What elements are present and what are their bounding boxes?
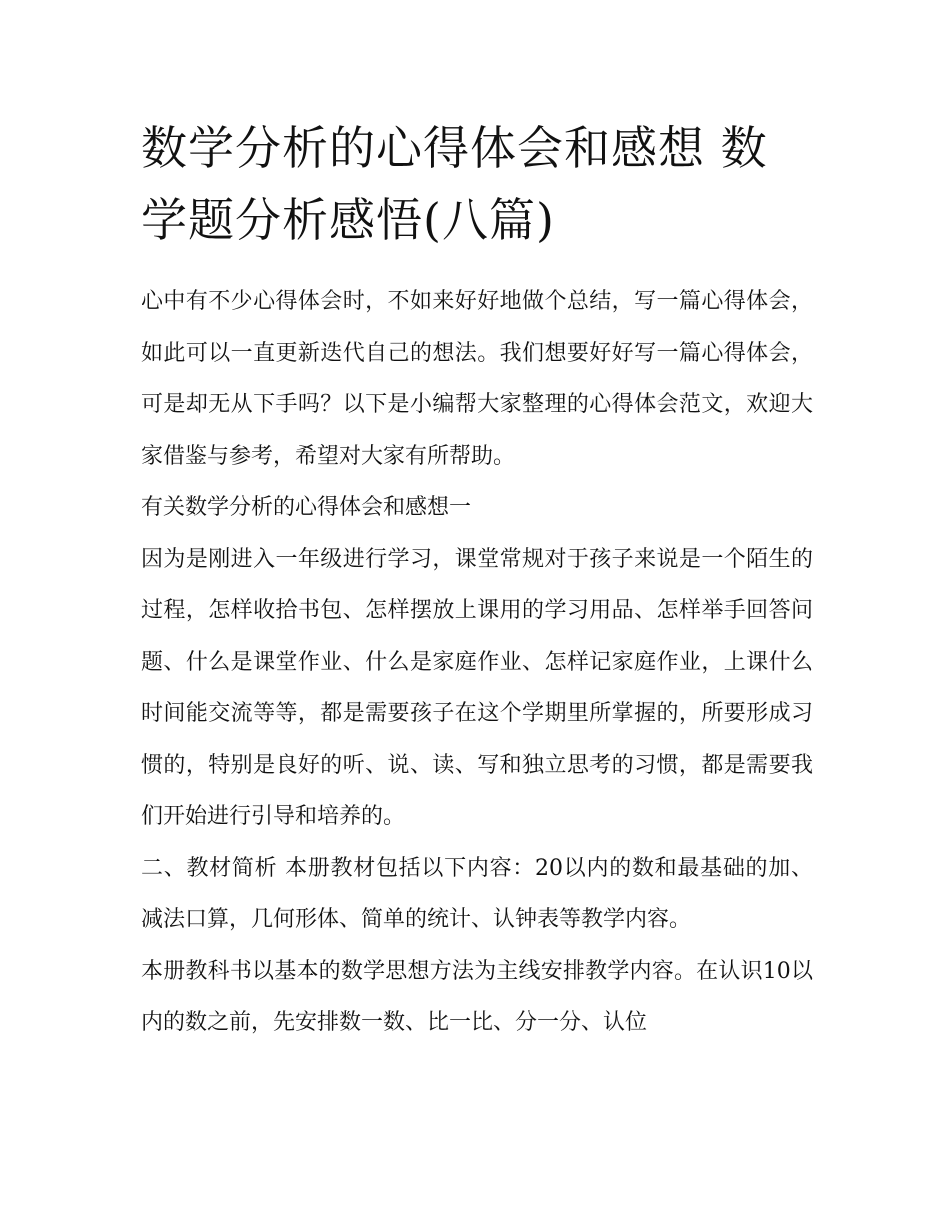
- document-title: 数学分析的心得体会和感想 数学题分析感悟(八篇): [141, 121, 768, 247]
- body-paragraph: 因为是刚进入一年级进行学习，课堂常规对于孩子来说是一个陌生的过程，怎样收拾书包、怎样摆放上课用的学习用品、怎样举手回答问题、什么是课堂作业、什么是家庭作业、怎样记家庭作业，上课什么时间能交流等等，都是需要孩子在这个学期里所掌握的，所要形成习惯的，特别是良好的听、说、读、写和独立思考的习惯，都是需要我们开始进行引导和培养的。: [141, 546, 813, 829]
- body-paragraph: 二、教材简析 本册教材包括以下内容：20以内的数和最基础的加、减法口算，几何形体、简单的统计、认钟表等教学内容。: [141, 855, 813, 932]
- body-paragraph: 本册教科书以基本的数学思想方法为主线安排教学内容。在认识10以内的数之前，先安排数一数、比一比、分一分、认位: [141, 958, 813, 1035]
- section-heading: 有关数学分析的心得体会和感想一: [141, 495, 472, 520]
- document-page: [141, 112, 813, 1049]
- intro-paragraph: 心中有不少心得体会时，不如来好好地做个总结，写一篇心得体会，如此可以一直更新迭代自己的想法。我们想要好好写一篇心得体会，可是却无从下手吗？以下是小编帮大家整理的心得体会范文，欢迎大家借鉴与参考，希望对大家有所帮助。: [141, 289, 813, 469]
